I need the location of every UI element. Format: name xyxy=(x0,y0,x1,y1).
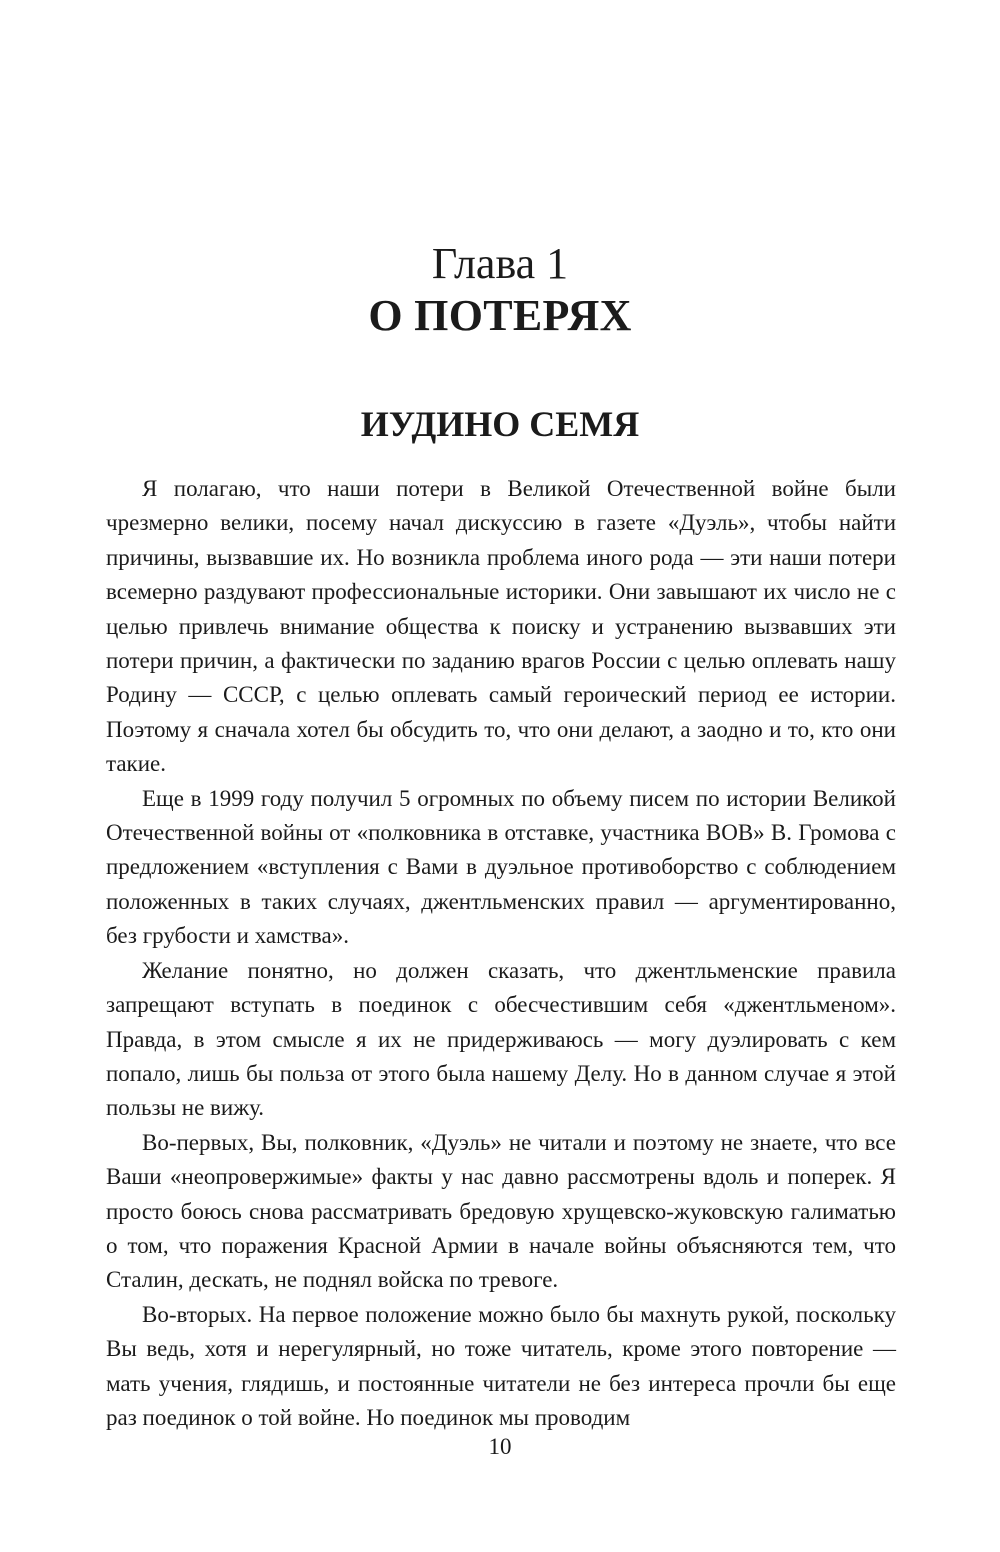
paragraph: Еще в 1999 году получил 5 огромных по объему писем по истории Великой Отечественной войны от «полковника в отставке, участника ВОВ» В. Громова с предложением «вступления с Вами в дуэльное противоборство с соблюдением положенных в таких случаях, джентльменских правил — аргументированно, без грубости и хамства». xyxy=(106,785,896,949)
chapter-title: О ПОТЕРЯХ xyxy=(368,291,632,340)
paragraph: Во-вторых. На первое положение можно было бы махнуть рукой, поскольку Вы ведь, хотя и нерегулярный, но тоже читатель, кроме этого повторение — мать учения, глядишь, и постоянные читатели не без интереса прочли бы еще раз поединок о той войне. Но поединок мы проводим xyxy=(106,1301,896,1430)
section-title: ИУДИНО СЕМЯ xyxy=(360,404,640,444)
paragraph: Во-первых, Вы, полковник, «Дуэль» не читали и поэтому не знаете, что все Ваши «неопровержимые» факты у нас давно рассмотрены вдоль и поперек. Я просто боюсь снова рассматривать бредовую хрущевско-жуковскую галиматью о том, что поражения Красной Армии в начале войны объясняются тем, что Сталин, дескать, не поднял войска по тревоге. xyxy=(106,1129,896,1293)
body-text xyxy=(106,472,896,1435)
page-number: 10 xyxy=(488,1434,512,1459)
paragraph: Я полагаю, что наши потери в Великой Отечественной войне были чрезмерно велики, посему начал дискуссию в газете «Дуэль», чтобы найти причины, вызвавшие их. Но возникла проблема иного рода — эти наши потери всемерно раздувают профессиональные историки. Они завышают их число не с целью привлечь внимание общества к поиску и устранению вызвавших эти потери причин, а фактически по заданию врагов России с целью оплевать нашу Родину — СССР, с целью оплевать самый героический период ее истории. Поэтому я сначала хотел бы обсудить то, что они делают, а заодно и то, кто они такие. xyxy=(106,476,896,777)
paragraph: Желание понятно, но должен сказать, что джентльменские правила запрещают вступать в поединок с обесчестившим себя «джентльменом». Правда, в этом смысле я их не придерживаюсь — могу дуэлировать с кем попало, лишь бы польза от этого была нашему Делу. Но в данном случае я этой пользы не вижу. xyxy=(106,957,896,1121)
chapter-number: Глава 1 xyxy=(431,239,569,288)
